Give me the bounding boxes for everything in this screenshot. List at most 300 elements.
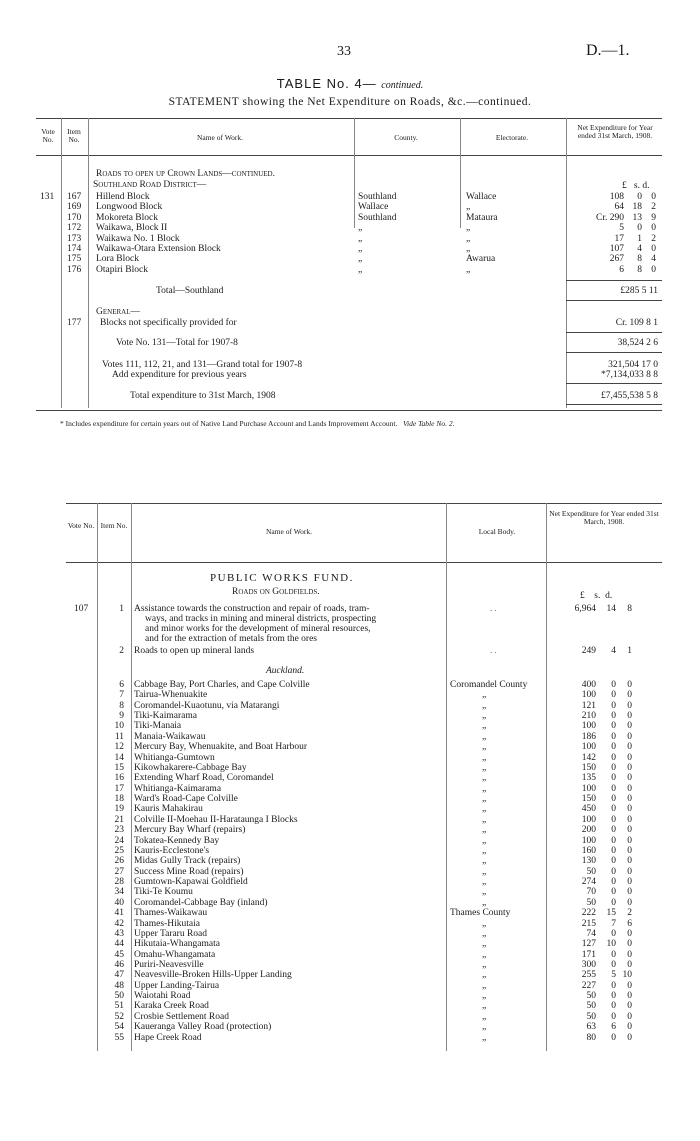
row-local-body: „ [482,939,487,950]
row-pounds: 210 [581,711,596,722]
row-item: 12 [114,742,124,753]
row-item: 18 [114,794,124,805]
row-name: Thames-Hikutaia [134,918,200,929]
row-item: 44 [114,939,124,950]
row-item: 19 [114,804,124,815]
general-name: Blocks not specifically provided for [100,318,237,328]
row-local-body: „ [482,877,487,888]
row-name: Puriri-Neavesville [134,959,204,970]
row-item: 24 [114,835,124,846]
row-pounds: 150 [581,794,596,805]
item-2-pounds: 249 [581,646,596,656]
row-name: Karaka Creek Road [134,1001,209,1012]
row-pounds: Cr. 290 [596,212,624,223]
general-value: Cr. 109 8 1 [615,318,658,328]
row-name: Waikawa, Block II [96,223,168,234]
row-pounds: 108 [609,192,624,202]
row-name: Whitianga-Kaimarama [134,783,222,794]
row-pounds: 160 [581,845,596,856]
col2-item-no: Item No. [100,521,128,530]
col-name-of-work: Name of Work. [196,133,244,142]
row-pounds: 100 [581,721,596,732]
row-pounds: 50 [586,1011,596,1022]
row-item: 10 [114,721,124,732]
total-southland-value: £285 5 11 [620,286,658,296]
row-local-body: „ [482,991,487,1002]
row-pounds: 215 [581,918,596,929]
row-pence: 0 [627,1011,632,1022]
row-item: 17 [114,783,124,794]
row-pounds: 50 [586,1001,596,1012]
row-name: Mercury Bay Wharf (repairs) [134,825,246,836]
row-county: Southland [358,192,397,202]
row-name: Coromandel-Kuaotunu, via Matarangi [134,700,280,711]
row-item: 51 [114,1001,124,1012]
row-shillings: 0 [611,877,616,888]
row-local-body: „ [482,794,487,805]
item-2-pence: 1 [627,646,632,656]
item-1-line-2: ways, and tracks in mining and mineral districts, prospecting [145,614,377,624]
vote-total-value: 38,524 2 6 [617,338,658,348]
money-heads: £ s. d. [622,181,650,191]
row-name: Kauris-Ecclestone's [134,845,210,856]
row-pounds: 142 [581,752,596,763]
row-name: Tokatea-Kennedy Bay [134,835,220,846]
row-local-body: „ [482,804,487,815]
row-shillings: 1 [637,233,642,244]
row-pence: 0 [627,731,632,742]
row-local-body: „ [482,1001,487,1012]
district-heading: Southland Road District— [93,180,207,190]
row-pence: 2 [627,908,632,919]
row-shillings: 0 [611,742,616,753]
row-name: Upper Tararu Road [134,928,208,939]
row-shillings: 0 [637,192,642,202]
row-name: Coromandel-Cabbage Bay (inland) [134,897,268,908]
row-pence: 0 [651,244,656,254]
row-local-body: „ [482,959,487,970]
row-local-body: „ [482,721,487,732]
row-pence: 0 [627,680,632,690]
col2-name-of-work: Name of Work. [265,527,313,536]
row-name: Success Mine Road (repairs) [134,866,244,877]
row-item: 172 [67,223,82,234]
row-item: 9 [119,711,124,722]
row-pounds: 50 [586,991,596,1002]
row-item: 25 [114,845,124,856]
row-shillings: 4 [637,244,642,254]
row-shillings: 0 [611,980,616,991]
row-item: 6 [119,680,124,690]
row-pounds: 200 [581,825,596,836]
row-local-body: Thames County [450,908,511,919]
row-local-body: „ [482,970,487,981]
row-shillings: 0 [611,928,616,939]
row-local-body: „ [482,897,487,908]
row-item: 34 [114,887,124,898]
row-item: 43 [114,928,124,939]
row-pence: 0 [627,794,632,805]
row-pence: 0 [627,711,632,722]
row-item: 169 [67,202,82,213]
row-name: Whitianga-Gumtown [134,752,215,763]
vote-total-label: Vote No. 131—Total for 1907-8 [116,338,238,348]
row-name: Colville II-Moehau II-Harataunga I Blocks [134,814,298,825]
row-pounds: 70 [586,887,596,898]
row-item: 16 [114,773,124,784]
row-shillings: 0 [611,856,616,867]
row-local-body: „ [482,762,487,773]
row-item: 52 [114,1011,124,1022]
row-shillings: 7 [611,918,616,929]
row-name: Hikutaia-Whangamata [134,939,220,950]
row-local-body: „ [482,928,487,939]
row-electorate: „ [466,264,471,275]
row-shillings: 0 [611,711,616,722]
row-electorate: Mataura [466,212,498,223]
row-item: 8 [119,700,124,711]
row-pence: 0 [651,264,656,275]
row-item: 28 [114,877,124,888]
row-name: Manaia-Waikawau [134,731,206,742]
row-shillings: 0 [611,991,616,1002]
row-pence: 0 [627,856,632,867]
row-shillings: 15 [606,908,616,919]
row-pounds: 100 [581,835,596,846]
row-shillings: 0 [611,866,616,877]
row-name: Crosbie Settlement Road [134,1011,229,1022]
row-shillings: 0 [611,773,616,784]
row-item: 55 [114,1032,124,1043]
col2-vote-no: Vote No. [67,521,95,530]
row-item: 173 [67,233,82,244]
row-shillings: 0 [611,680,616,690]
col-vote-no: Vote No. [41,127,55,144]
row-shillings: 0 [611,700,616,711]
row-pounds: 64 [614,202,624,213]
row-shillings: 0 [611,814,616,825]
row-name: Gumtown-Kapawai Goldfield [134,877,248,888]
section-heading: Roads to open up Crown Lands—continued. [96,169,275,179]
row-shillings: 0 [611,959,616,970]
row-pounds: 255 [581,970,596,981]
col-net-expenditure: Net Expenditure for Year ended 31st March, 1908. [577,123,653,140]
item-2-body: .. [490,646,499,656]
row-pounds: 100 [581,783,596,794]
row-pence: 0 [627,939,632,950]
row-pence: 6 [627,918,632,929]
row-local-body: „ [482,856,487,867]
item-2-name: Roads to open up mineral lands [134,646,255,656]
col2-local-body: Local Body. [478,527,516,536]
row-pence: 0 [627,1022,632,1033]
row-pounds: 50 [586,866,596,877]
col-item-no: Item No. [67,127,81,144]
row-item: 21 [114,814,124,825]
row-shillings: 0 [611,1011,616,1022]
row-name: Tiki-Kaimarama [134,711,197,722]
row-name: Longwood Block [96,202,163,213]
row-pence: 0 [627,742,632,753]
item-1-line-4: and for the extraction of metals from the ores [145,634,317,644]
row-shillings: 0 [611,752,616,763]
previous-years-label: Add expenditure for previous years [112,370,247,380]
grand-total-label: Votes 111, 112, 21, and 131—Grand total for 1907-8 [102,360,303,370]
row-shillings: 0 [611,897,616,908]
row-pounds: 400 [581,680,596,690]
row-pence: 10 [622,970,632,981]
row-shillings: 0 [611,887,616,898]
row-pence: 0 [627,835,632,846]
row-pounds: 135 [581,773,596,784]
row-local-body: „ [482,1011,487,1022]
row-name: Otapiri Block [96,264,148,275]
row-pence: 0 [627,690,632,701]
row-local-body: „ [482,980,487,991]
row-local-body: „ [482,887,487,898]
row-pence: 0 [627,814,632,825]
row-pence: 0 [627,980,632,991]
row-name: Extending Wharf Road, Coromandel [134,773,274,784]
row-pounds: 130 [581,856,596,867]
row-shillings: 0 [611,783,616,794]
row-pence: 9 [651,212,656,223]
general-item: 177 [67,318,82,328]
row-electorate: „ [466,244,471,254]
row-pence: 0 [627,783,632,794]
row-pounds: 100 [581,690,596,701]
row-pounds: 107 [609,244,624,254]
row-shillings: 0 [611,690,616,701]
row-local-body: Coromandel County [450,680,528,690]
row-pounds: 127 [581,939,596,950]
row-pounds: 186 [581,731,596,742]
row-item: 46 [114,959,124,970]
row-shillings: 0 [611,1001,616,1012]
row-name: Hape Creek Road [134,1032,202,1043]
row-pence: 4 [651,254,656,265]
row-county: „ [358,223,363,234]
row-item: 176 [67,264,82,275]
row-pounds: 171 [581,949,596,960]
item-1-line-3: and minor works for the development of mineral resources, [145,624,371,634]
row-shillings: 0 [611,825,616,836]
row-item: 23 [114,825,124,836]
row-name: Neavesville-Broken Hills-Upper Landing [134,970,292,981]
row-name: Mokoreta Block [96,212,159,223]
row-item: 11 [114,731,124,742]
row-shillings: 13 [632,212,642,223]
row-local-body: „ [482,690,487,701]
row-name: Upper Landing-Tairua [134,980,220,991]
row-local-body: „ [482,783,487,794]
row-pounds: 300 [581,959,596,970]
row-pounds: 74 [586,928,596,939]
row-county: „ [358,264,363,275]
total-southland-label: Total—Southland [156,286,224,296]
region-heading: Auckland. [266,666,305,676]
row-pence: 0 [627,949,632,960]
row-pence: 0 [627,825,632,836]
row-item: 54 [114,1022,124,1033]
row-name: Waikawa-Otara Extension Block [96,244,221,254]
row-shillings: 0 [611,804,616,815]
row-name: Omahu-Whangamata [134,949,216,960]
row-name: Kauris Mahakirau [134,804,203,815]
row-local-body: „ [482,700,487,711]
row-shillings: 6 [611,1022,616,1033]
row-shillings: 0 [611,721,616,732]
row-pounds: 274 [581,877,596,888]
row-item: 40 [114,897,124,908]
row-item: 47 [114,970,124,981]
row-pence: 0 [627,887,632,898]
row-electorate: „ [466,223,471,234]
page-number: 33 [337,44,351,59]
row-name: Kaueranga Valley Road (protection) [134,1022,272,1033]
row-pounds: 6 [619,264,624,275]
row-pence: 0 [627,928,632,939]
row-item: 50 [114,991,124,1002]
row-local-body: „ [482,825,487,836]
item-2-no: 2 [119,646,124,656]
row-local-body: „ [482,1022,487,1033]
grand-total-value: 321,504 17 0 [608,360,658,370]
row-pence: 2 [651,202,656,213]
row-local-body: „ [482,949,487,960]
row-pence: 0 [627,866,632,877]
row-electorate: „ [466,233,471,244]
row-pounds: 222 [581,908,596,919]
row-pounds: 150 [581,762,596,773]
row-shillings: 0 [611,731,616,742]
item-1-line-1: Assistance towards the construction and repair of roads, tram- [134,604,370,614]
row-pence: 0 [627,721,632,732]
row-name: Midas Gully Track (repairs) [134,856,241,867]
row-county: Wallace [358,202,389,213]
row-shillings: 5 [611,970,616,981]
row-item: 42 [114,918,124,929]
row-shillings: 8 [637,264,642,275]
row-item: 174 [67,244,82,254]
total-to-date-label: Total expenditure to 31st March, 1908 [130,391,276,401]
row-name: Tiki-Te Koumu [134,887,193,898]
row-local-body: „ [482,731,487,742]
footnote: * Includes expenditure for certain years out of Native Land Purchase Account and Lands Improvement Account. Vide Table No. 2. [60,419,455,428]
row-name: Hillend Block [96,192,150,202]
item-1-shillings: 14 [606,604,616,614]
row-pence: 0 [627,752,632,763]
row-county: „ [358,233,363,244]
row-pounds: 100 [581,814,596,825]
row-item: 27 [114,866,124,877]
row-shillings: 0 [611,794,616,805]
row-pence: 2 [651,233,656,244]
col-county: County. [394,133,418,142]
row-item: 48 [114,980,124,991]
row-item: 45 [114,949,124,960]
row-electorate: Awarua [466,254,496,265]
row-shillings: 18 [632,202,642,213]
row-pounds: 100 [581,742,596,753]
general-heading: General— [96,307,140,317]
row-item: 14 [114,752,124,763]
row-shillings: 0 [637,223,642,234]
total-to-date-value: £7,455,538 5 8 [601,391,658,401]
row-pence: 0 [627,1001,632,1012]
statement-heading: STATEMENT showing the Net Expenditure on Roads, &c.—continued. [168,96,532,108]
row-name: Waiotahi Road [134,991,191,1002]
row-shillings: 10 [606,939,616,950]
row-shillings: 8 [637,254,642,265]
row-electorate: Wallace [466,192,497,202]
row-item: 15 [114,762,124,773]
row-pence: 0 [651,223,656,234]
row-pounds: 50 [586,897,596,908]
row-local-body: „ [482,845,487,856]
previous-years-value: *7,134,033 8 8 [601,370,658,380]
row-pence: 0 [627,804,632,815]
row-shillings: 0 [611,1032,616,1043]
row-item: 167 [67,192,82,202]
row-name: Tiki-Manaia [134,721,182,732]
row-shillings: 0 [611,949,616,960]
row-local-body: „ [482,773,487,784]
row-county: Southland [358,212,397,223]
row-pounds: 121 [581,700,596,711]
row-pence: 0 [651,192,656,202]
row-local-body: „ [482,742,487,753]
money-heads-2: £ s. d. [580,591,613,601]
row-name: Thames-Waikawau [134,908,208,919]
vote-107: 107 [74,604,89,614]
row-local-body: „ [482,711,487,722]
row-item: 170 [67,212,82,223]
row-pounds: 63 [586,1022,596,1033]
row-name: Waikawa No. 1 Block [96,233,180,244]
row-item: 41 [114,908,124,919]
row-name: Ward's Road-Cape Colville [134,794,238,805]
row-local-body: „ [482,752,487,763]
row-pounds: 17 [614,233,624,244]
item-2-shillings: 4 [611,646,616,656]
row-shillings: 0 [611,835,616,846]
row-county: „ [358,244,363,254]
row-pence: 0 [627,877,632,888]
row-item: 7 [119,690,124,701]
row-pence: 0 [627,700,632,711]
row-name: Tairua-Whenuakite [134,690,208,701]
row-name: Mercury Bay, Whenuakite, and Boat Harbour [134,742,308,753]
row-name: Cabbage Bay, Port Charles, and Cape Colville [134,680,310,690]
row-pence: 0 [627,959,632,970]
row-local-body: „ [482,866,487,877]
row-pounds: 80 [586,1032,596,1043]
row-shillings: 0 [611,845,616,856]
item-1-pence: 8 [627,604,632,614]
col2-net-expenditure: Net Expenditure for Year ended 31st March, 1908. [549,509,659,526]
goldfields-heading: Roads on Goldfields. [232,587,320,597]
row-pence: 0 [627,762,632,773]
row-local-body: „ [482,1032,487,1043]
row-local-body: „ [482,835,487,846]
row-pence: 0 [627,773,632,784]
row-local-body: „ [482,918,487,929]
col-electorate: Electorate. [495,133,529,142]
table-title: TABLE No. 4— continued. [276,76,424,91]
fund-heading: PUBLIC WORKS FUND. [210,572,354,584]
row-item: 175 [67,254,82,265]
